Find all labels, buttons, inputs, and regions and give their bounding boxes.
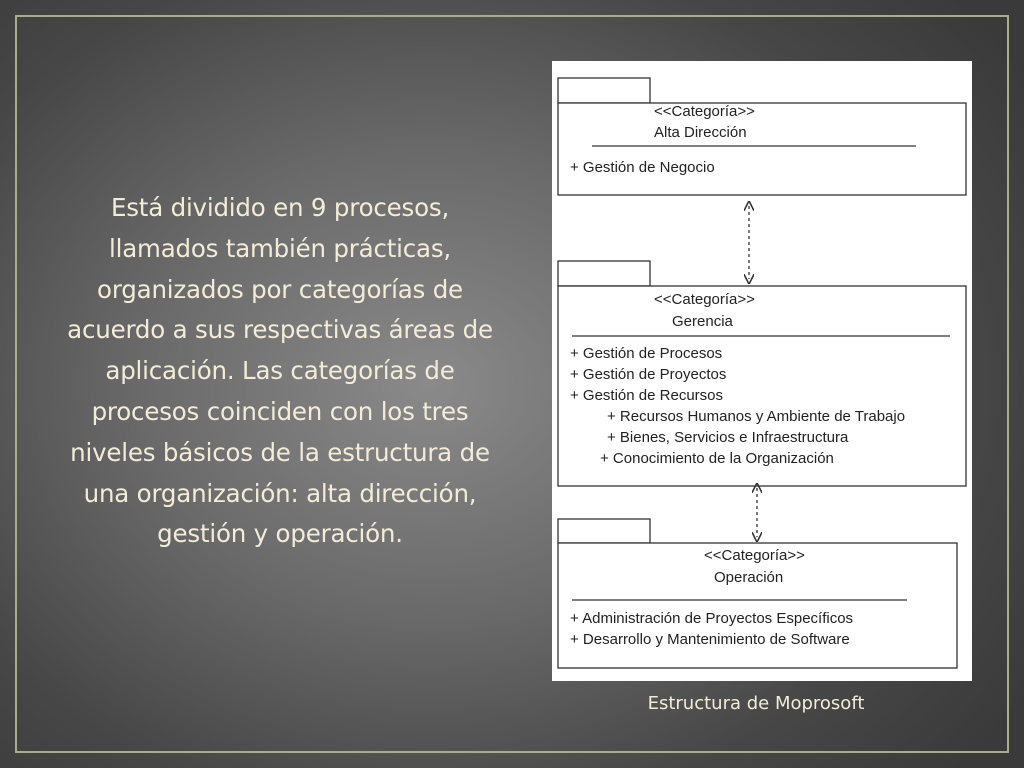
package-item: + Gestión de Negocio bbox=[570, 159, 715, 176]
package-operacion bbox=[558, 519, 957, 668]
package-stereotype: <<Categoría>> bbox=[654, 291, 755, 308]
package-item: + Conocimiento de la Organización bbox=[600, 450, 834, 467]
package-item: + Administración de Proyectos Específicos bbox=[570, 610, 854, 627]
package-item: + Bienes, Servicios e Infraestructura bbox=[607, 429, 849, 446]
moprosoft-structure-diagram bbox=[552, 61, 972, 681]
slide-body-text: Está dividido en 9 procesos, llamados también prácticas, organizados por categorías de acuerdo a sus respectivas áreas de aplicación. Las categorías de procesos coinciden con los tres niveles básicos de la estructura de una organización: alta dirección, gestión y operación. bbox=[67, 193, 493, 549]
package-stereotype: <<Categoría>> bbox=[704, 547, 805, 564]
package-item: + Recursos Humanos y Ambiente de Trabajo bbox=[607, 408, 906, 425]
package-name: Alta Dirección bbox=[654, 124, 747, 141]
package-gerencia bbox=[558, 261, 966, 486]
package-tab bbox=[558, 78, 650, 103]
package-name: Gerencia bbox=[672, 313, 733, 330]
package-tab bbox=[558, 519, 650, 543]
package-name: Operación bbox=[714, 569, 784, 586]
diagram-caption: Estructura de Moprosoft bbox=[647, 693, 865, 714]
package-item: + Gestión de Procesos bbox=[570, 345, 723, 362]
package-body bbox=[558, 103, 966, 195]
package-tab bbox=[558, 261, 650, 286]
package-stereotype: <<Categoría>> bbox=[654, 103, 755, 120]
package-alta-direccion bbox=[558, 78, 966, 195]
package-item: + Gestión de Proyectos bbox=[570, 366, 727, 383]
package-item: + Gestión de Recursos bbox=[570, 387, 723, 404]
package-item: + Desarrollo y Mantenimiento de Software bbox=[570, 631, 850, 648]
